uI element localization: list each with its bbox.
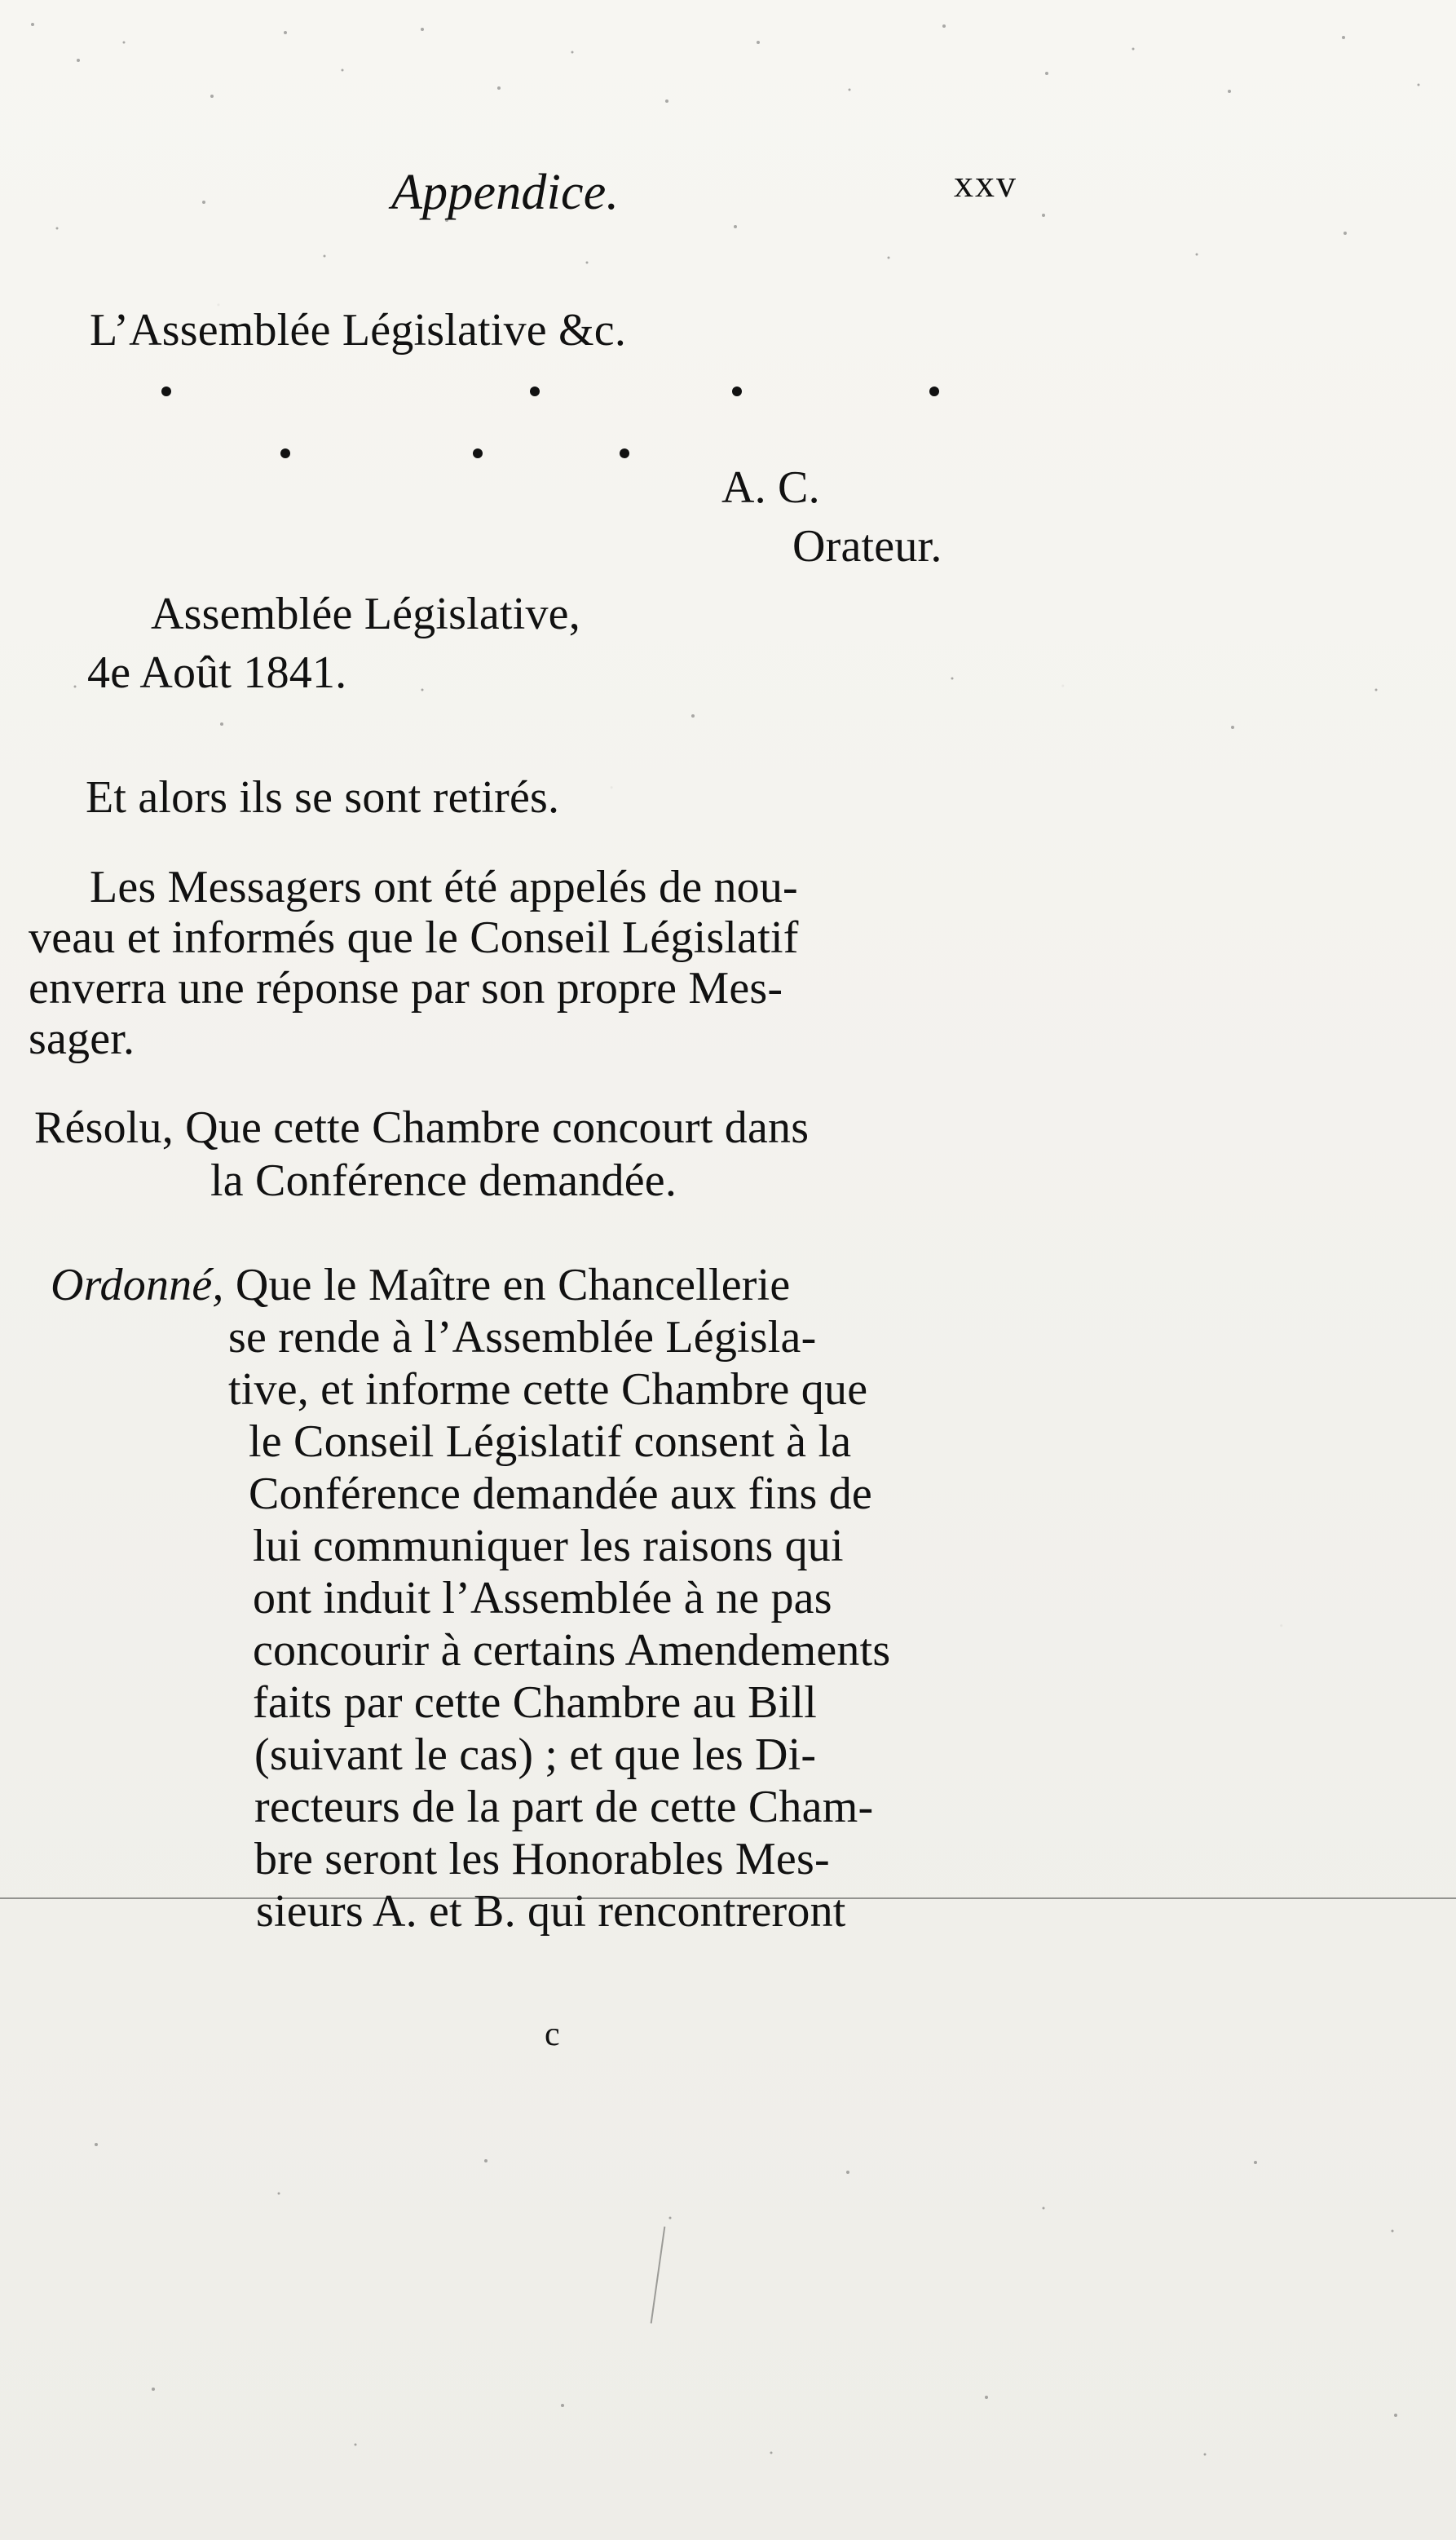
assembly-line: L’Assemblée Législative &c. bbox=[90, 305, 627, 356]
messengers-paragraph-line: sager. bbox=[29, 1014, 135, 1064]
order-text: Que le Maître en Chancellerie bbox=[235, 1260, 791, 1310]
order-line: ont induit l’Assemblée à ne pas bbox=[253, 1573, 832, 1623]
separator-dot bbox=[280, 448, 290, 458]
order-label: Ordonné, bbox=[51, 1260, 224, 1310]
resolution-line bbox=[34, 1102, 810, 1153]
page-number: xxv bbox=[954, 162, 1017, 205]
resolution-text: Que cette Chambre concourt dans bbox=[185, 1102, 810, 1153]
order-line: le Conseil Législatif consent à la bbox=[249, 1416, 852, 1467]
separator-dot bbox=[620, 448, 629, 458]
order-line: Conférence demandée aux fins de bbox=[249, 1469, 872, 1519]
scan-mark bbox=[651, 2226, 666, 2323]
separator-dot bbox=[473, 448, 483, 458]
separator-dot bbox=[161, 387, 171, 396]
order-line: sieurs A. et B. qui rencontreront bbox=[256, 1886, 846, 1937]
date-line: 4e Août 1841. bbox=[87, 647, 347, 698]
separator-dot bbox=[732, 387, 742, 396]
order-line: tive, et informe cette Chambre que bbox=[228, 1364, 868, 1415]
resolution-line: la Conférence demandée. bbox=[210, 1155, 677, 1206]
order-line: faits par cette Chambre au Bill bbox=[253, 1677, 817, 1728]
signature-role: Orateur. bbox=[792, 521, 942, 572]
order-line: concourir à certains Amendements bbox=[253, 1625, 891, 1676]
signature-initials: A. C. bbox=[721, 462, 820, 513]
order-line: lui communiquer les raisons qui bbox=[253, 1521, 844, 1571]
messengers-paragraph-line: veau et informés que le Conseil Législatif bbox=[29, 912, 799, 963]
order-line bbox=[51, 1262, 790, 1308]
messengers-paragraph-line: enverra une réponse par son propre Mes- bbox=[29, 963, 783, 1014]
separator-dot bbox=[929, 387, 939, 396]
separator-dot bbox=[530, 387, 540, 396]
order-line: bre seront les Honorables Mes- bbox=[254, 1834, 830, 1884]
date-location: Assemblée Législative, bbox=[151, 589, 580, 639]
order-line: recteurs de la part de cette Cham- bbox=[254, 1782, 874, 1832]
resolution-label: Résolu, bbox=[34, 1102, 174, 1153]
order-line: se rende à l’Assemblée Législa- bbox=[228, 1312, 817, 1363]
signature-mark: c bbox=[545, 2016, 560, 2053]
messengers-paragraph-line: Les Messagers ont été appelés de nou- bbox=[90, 862, 798, 912]
withdrawal-paragraph: Et alors ils se sont retirés. bbox=[86, 772, 560, 823]
page-header-title: Appendice. bbox=[391, 165, 620, 220]
order-line: (suivant le cas) ; et que les Di- bbox=[254, 1729, 817, 1780]
